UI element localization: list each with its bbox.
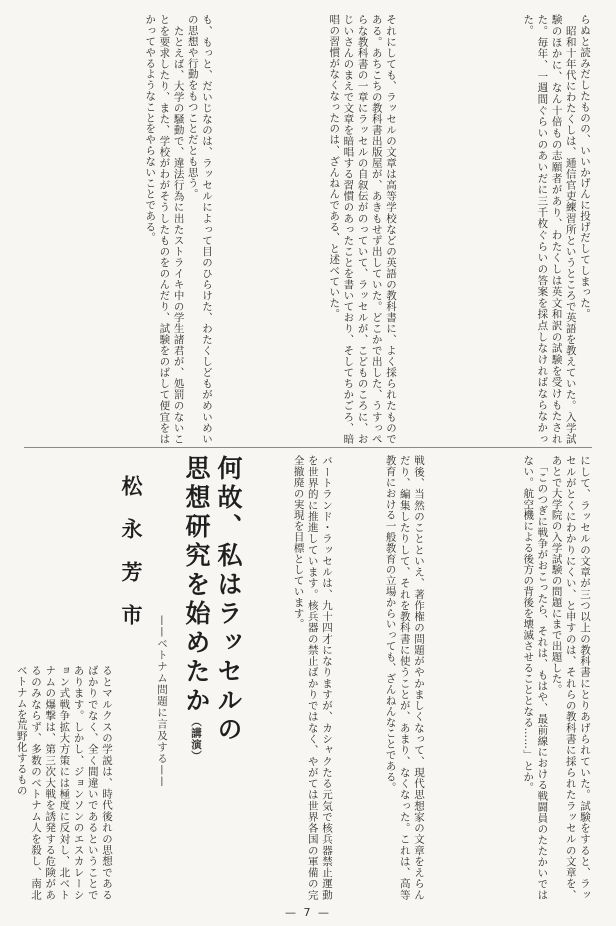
text-column: バートランド・ラッセルは、九十四才になりますが、カシャクたる元気で核兵器禁止運動を世界的に推進しています。核兵器の禁止ばかりではなく、やがては世界各国の軍備の完全撤廃の実現を目標としています。 bbox=[292, 455, 333, 900]
article-title-line2 bbox=[180, 455, 212, 900]
article-subtitle: ——ベトナム問題に言及する—— bbox=[156, 615, 168, 788]
article-title: 何故、私はラッセルの bbox=[214, 455, 243, 745]
text-column: にして、ラッセルの文章が三つ以上の教科書にとりあげられていた。試験をすると、ラッセルがとくにわかりにくい、と申すのは、それらの教科書に採られたラッセルの文章を、あとで大学院の入学試験の問題にまで出題した。 「このつぎに戦争がおこったら、それは、もはや、最前線における戦闘員のたたかいではない。航空機による後方の背後を壊滅させることとなる……」とか。 bbox=[522, 455, 591, 900]
text-column: それにしても、ラッセルの文章は高等学校などの英語の教科書に、よく採られたものである。あちこちの教科書出版屋が、あきもせず出していた。どこかで出した、うすっぺらな教科書の一章にラッセルの自叙伝がのっていて、ラッセルが、こどものころに、おじいさんのまえで文章を暗唱する習慣のあったことを書いており、そしてちかごろ、暗唱の習慣がなくなったのは、ざんねんである、と述べていた。 bbox=[328, 14, 397, 444]
text-column: らぬと読みだしたものの、いいかげんに投げだしてしまった。 昭和十年代にわたくしは、逓信官吏練習所というところで英語を教えていた。入学試験のほかに、なん十倍もの志願者があり、わたくしは英文和訳の試験を受けもたされた。毎年、一週間ぐらいのあいだに三千枚ぐらいの答案を採点しなければならなかった。 bbox=[522, 14, 591, 444]
page-number: — 7 — bbox=[285, 906, 331, 919]
top-text-tier bbox=[24, 14, 592, 444]
article-title-block bbox=[172, 455, 244, 900]
article-author: 松永芳市 bbox=[119, 475, 144, 647]
text-column: も、もっと、だいじなのは、ラッセルによって目のひらけた、わたくしどもがめいめいの思想や行動をもつことだとも思う。 たとえば、大学の騒動で、違法行為に出たストライキ中の学生諸君が、処罰のないことを要求したり、また、学校がわがそうしたものをのんだり、試験をのばして便宜をはかってやるようなことをやらないことである。 bbox=[144, 14, 213, 444]
article-title-text: 思想研究を始めたか bbox=[182, 455, 211, 716]
article-subtitle-block bbox=[152, 455, 170, 900]
section-divider bbox=[24, 447, 592, 448]
bottom-text-tier bbox=[15, 455, 592, 900]
text-column: 戦後、当然のことといえ、著作権の問題がやかましくなって、現代思想家の文章をえらんだり、編集したりして、それを教科書に使うことが、あまり、なくなった。これは、高等教育における一般教育の立場からいっても、ざんねんなことである。 bbox=[384, 455, 425, 900]
article-title-tag: （講演） bbox=[190, 716, 202, 762]
text-column: るとマルクスの学説は、時代後れの思想であるばかりでなく、全く間違いであるということであります。しかし、ジョンソンのエスカレーション式戦争拡大方策には極度に反対し、北ベトナムの爆撃は、第三次大戦を誘発する危険があるのみならず、多数のベトナム人を殺し、南北ベトナムを荒野化するもの bbox=[15, 665, 113, 900]
